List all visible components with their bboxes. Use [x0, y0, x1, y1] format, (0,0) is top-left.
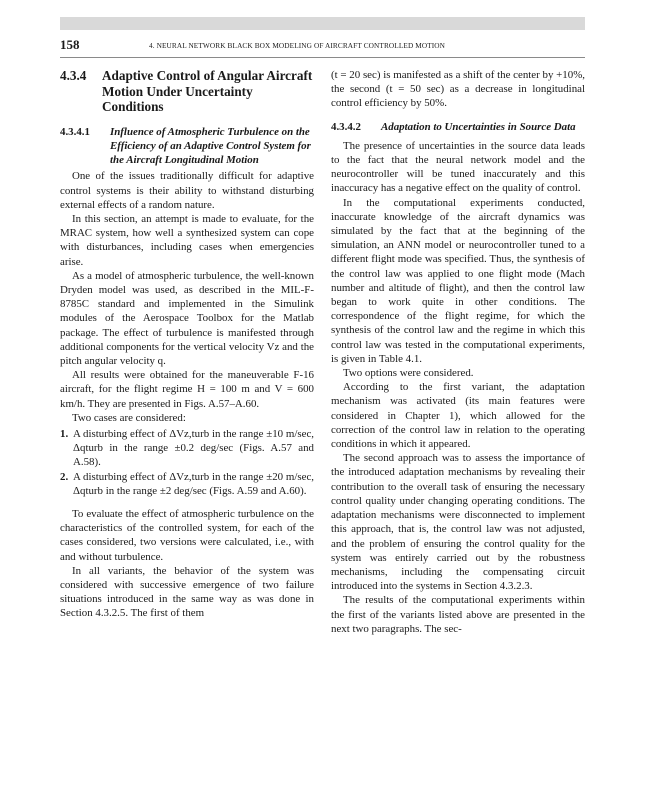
paragraph: In all variants, the behavior of the system was considered with successive emergence of two failure situations introduced in the same way as was done in Section 4.3.2.5. The first of them	[60, 564, 314, 620]
paragraph: To evaluate the effect of atmospheric turbulence on the characteristics of the controlled system, for each of the cases considered, two versions were calculated, i.e., with and without turbulence.	[60, 508, 314, 563]
running-title: 4. NEURAL NETWORK BLACK BOX MODELING OF AIRCRAFT CONTROLLED MOTION	[149, 41, 446, 50]
subsection-title-1: Influence of Atmospheric Turbulence on the Efficiency of an Adaptive Control System for the Aircraft Longitudinal Motion	[110, 125, 311, 167]
subsection-number-2: 4.3.4.2	[331, 120, 361, 133]
paragraph: In the computational experiments conducted, inaccurate knowledge of the aircraft dynamics was simulated by the fact that at the beginning of the simulation, an ANN model or neurocontroller tuned to a different flight mode was specified. Thus, the synthesis of the control law was applied to one flight mode (Mach number and altitude of flight), and then the control law began to work quite in other conditions. The correspondence of the flight regime, for which the synthesis of the control law and the regime in which this control law was tested in the computational experiments, is given in Table 4.1.	[331, 196, 585, 365]
list-item	[60, 470, 314, 498]
subsection-number-1: 4.3.4.1	[60, 125, 90, 138]
paragraph: The presence of uncertainties in the source data leads to the fact that the neural network model and the neurocontroller will be tuned inaccurately and this inaccuracy has a negative effect on the quality of control.	[331, 139, 585, 195]
page-header	[60, 37, 585, 58]
list-item-text: A disturbing effect of ΔVz,turb in the range ±20 m/sec, Δqturb in the range ±2 deg/sec (Figs. A.59 and A.60).	[73, 470, 314, 497]
paragraph: In this section, an attempt is made to evaluate, for the MRAC system, how well a synthesized system can cope with disturbances, including cases when emergencies arise.	[60, 213, 314, 268]
paragraph: One of the issues traditionally difficult for adaptive control systems is their ability to withstand disturbing external effects of a random nature.	[60, 170, 314, 211]
subsection-heading-1	[60, 125, 314, 168]
paragraph: Two cases are considered:	[72, 411, 186, 424]
paragraph: (t = 20 sec) is manifested as a shift of the center by +10%, the second (t = 50 sec) as a decrease in longitudinal control efficiency by 50%.	[331, 69, 585, 110]
list-item	[60, 427, 314, 470]
section-heading	[60, 68, 314, 115]
paragraph: Two options were considered.	[343, 367, 474, 380]
list-marker: 2.	[60, 470, 69, 483]
section-number: 4.3.4	[60, 68, 87, 83]
paragraph: All results were obtained for the maneuverable F-16 aircraft, for the flight regime H = 100 m and V = 600 km/h. They are presented in Figs. A.57–A.60.	[60, 369, 314, 410]
left-column	[60, 68, 314, 621]
paragraph: According to the first variant, the adaptation mechanism was activated (its main features were considered in Chapter 1), which allowed for the correction of the control law in relation to the operating conditions in which it appeared.	[331, 381, 585, 451]
paragraph: The second approach was to assess the importance of the introduced adaptation mechanisms by revealing their contribution to the overall task of ensuring the necessary control quality under changing operating conditions. The adaptation mechanisms were disconnected to implement this approach, that is, the control law was not adjusted, and the problem of ensuring the control quality for the system was entirely carried out by the robustness mechanisms, including the compensating circuit introduced into the systems in Section 4.3.2.3.	[331, 452, 585, 593]
list-item-text: A disturbing effect of ΔVz,turb in the range ±10 m/sec, Δqturb in the range ±0.2 deg/sec (Figs. A.57 and A.58).	[73, 428, 314, 469]
subsection-title-2: Adaptation to Uncertainties in Source Data	[381, 120, 576, 133]
section-title: Adaptive Control of Angular Aircraft Motion Under Uncertainty Conditions	[102, 68, 313, 115]
paragraph: As a model of atmospheric turbulence, the well-known Dryden model was used, as described in the MIL-F-8785C standard and implemented in the Simulink modules of the Aerospace Toolbox for the Matlab package. The effect of turbulence is manifested through additional components for the vertical velocity Vz and the pitch angular velocity q.	[60, 269, 314, 368]
case-list	[60, 427, 314, 498]
paragraph: The results of the computational experiments within the first of the variants listed above are presented in the next two paragraphs. The sec-	[331, 594, 585, 635]
page-number: 158	[60, 37, 80, 52]
right-column	[331, 68, 585, 636]
top-band	[60, 17, 585, 30]
subsection-heading-2	[331, 120, 585, 134]
list-marker: 1.	[60, 428, 69, 441]
